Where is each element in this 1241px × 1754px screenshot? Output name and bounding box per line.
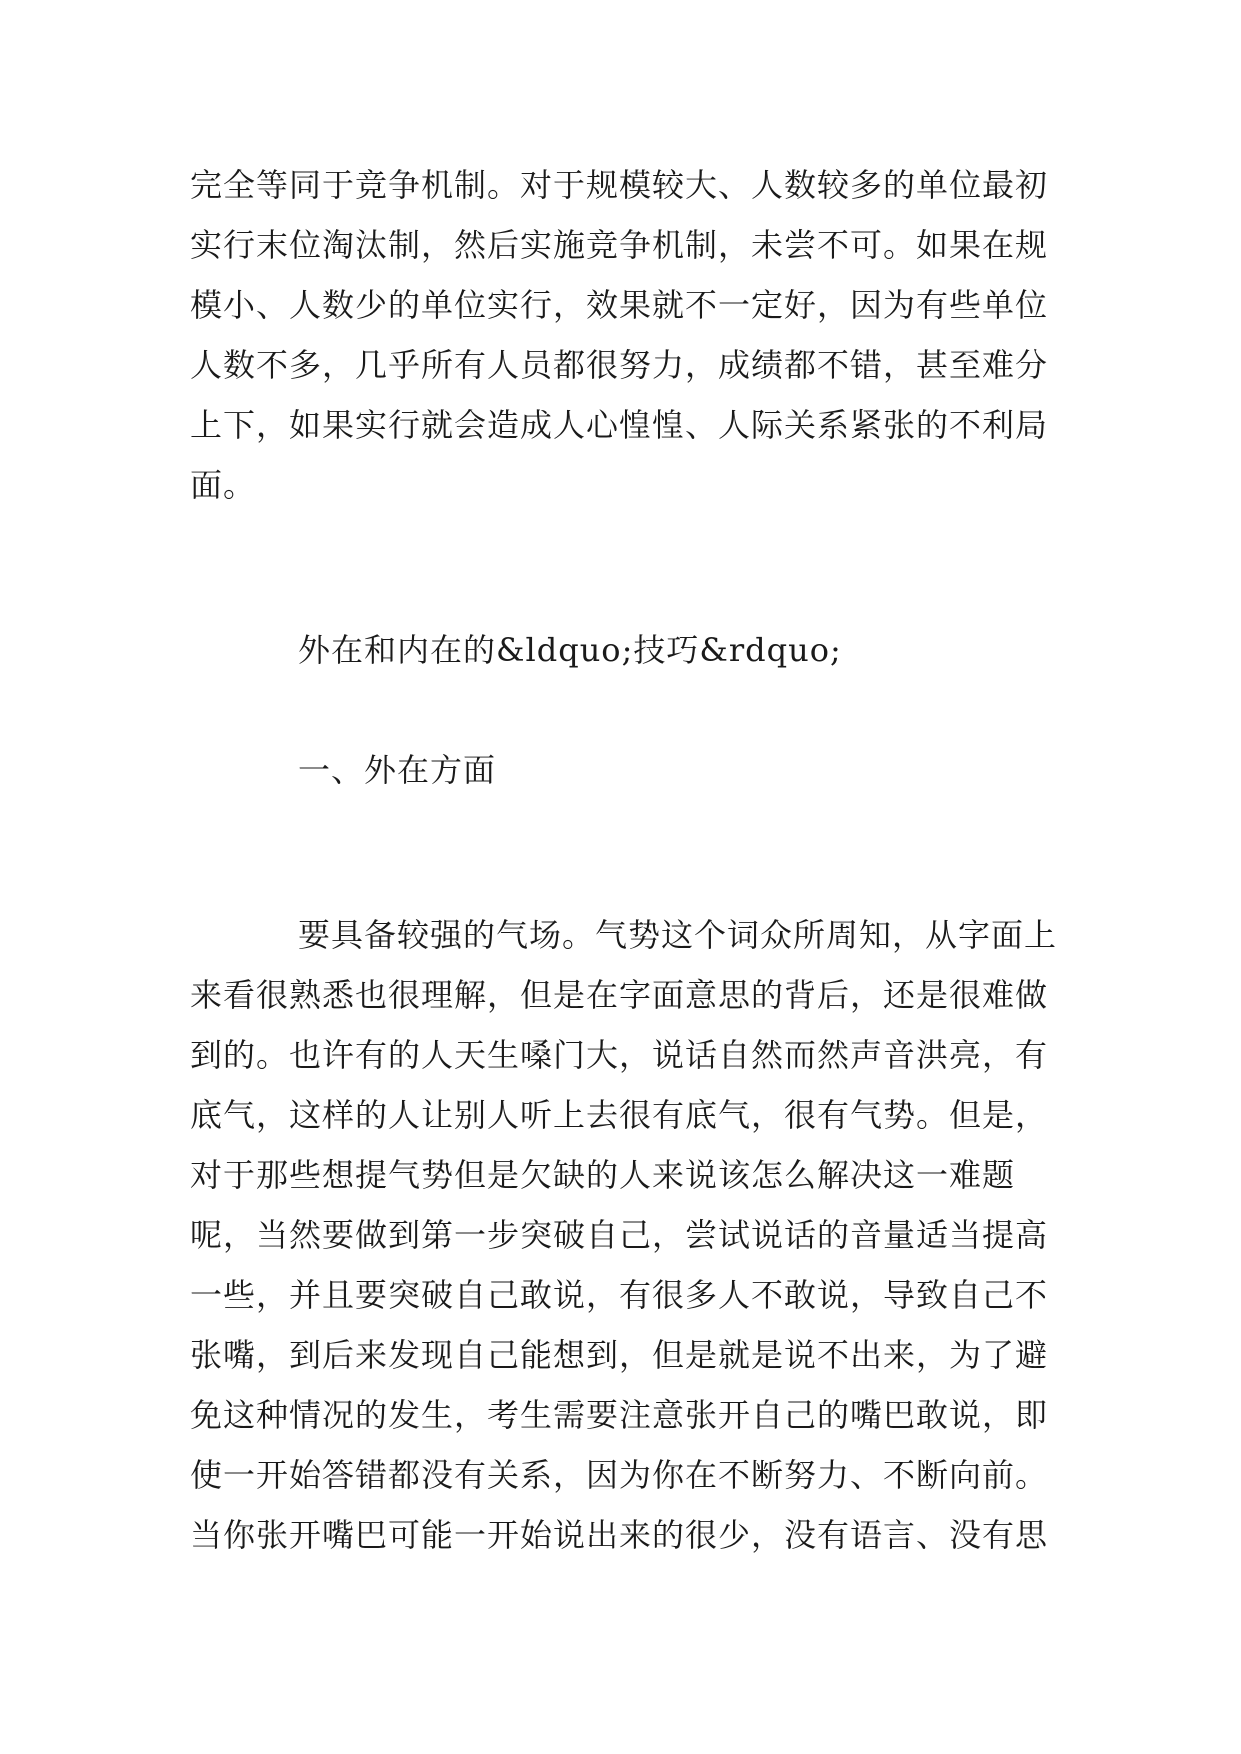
text-line: 到的。也许有的人天生嗓门大，说话自然而然声音洪亮，有 <box>190 1036 1049 1074</box>
text-line: 张嘴，到后来发现自己能想到，但是就是说不出来，为了避 <box>190 1336 1049 1374</box>
text-line: 呢，当然要做到第一步突破自己，尝试说话的音量适当提高 <box>190 1216 1049 1254</box>
text-line: 一些，并且要突破自己敢说，有很多人不敢说，导致自己不 <box>190 1276 1049 1314</box>
text-line: 实行末位淘汰制，然后实施竞争机制，未尝不可。如果在规 <box>190 226 1049 264</box>
text-line: 要具备较强的气场。气势这个词众所周知，从字面上 <box>298 916 1058 954</box>
text-line: 面。 <box>190 466 257 504</box>
text-line: 使一开始答错都没有关系，因为你在不断努力、不断向前。 <box>190 1456 1049 1494</box>
text-line: 人数不多，几乎所有人员都很努力，成绩都不错，甚至难分 <box>190 346 1049 384</box>
body-paragraph <box>190 905 1058 1565</box>
text-line: 免这种情况的发生，考生需要注意张开自己的嘴巴敢说，即 <box>190 1396 1049 1434</box>
subsection-heading <box>190 740 1050 800</box>
text-line: 当你张开嘴巴可能一开始说出来的很少，没有语言、没有思 <box>190 1516 1049 1554</box>
section-heading <box>190 620 1050 680</box>
text-line: 来看很熟悉也很理解，但是在字面意思的背后，还是很难做 <box>190 976 1049 1014</box>
text-line: 完全等同于竞争机制。对于规模较大、人数较多的单位最初 <box>190 166 1049 204</box>
text-line: 底气，这样的人让别人听上去很有底气，很有气势。但是， <box>190 1096 1049 1134</box>
text-line: 对于那些想提气势但是欠缺的人来说该怎么解决这一难题 <box>190 1156 1016 1194</box>
heading-text: 外在和内在的&ldquo;技巧&rdquo; <box>298 631 842 669</box>
heading-text: 一、外在方面 <box>298 751 497 789</box>
text-line: 上下，如果实行就会造成人心惶惶、人际关系紧张的不利局 <box>190 406 1049 444</box>
text-line: 模小、人数少的单位实行，效果就不一定好，因为有些单位 <box>190 286 1049 324</box>
body-paragraph <box>190 155 1050 515</box>
